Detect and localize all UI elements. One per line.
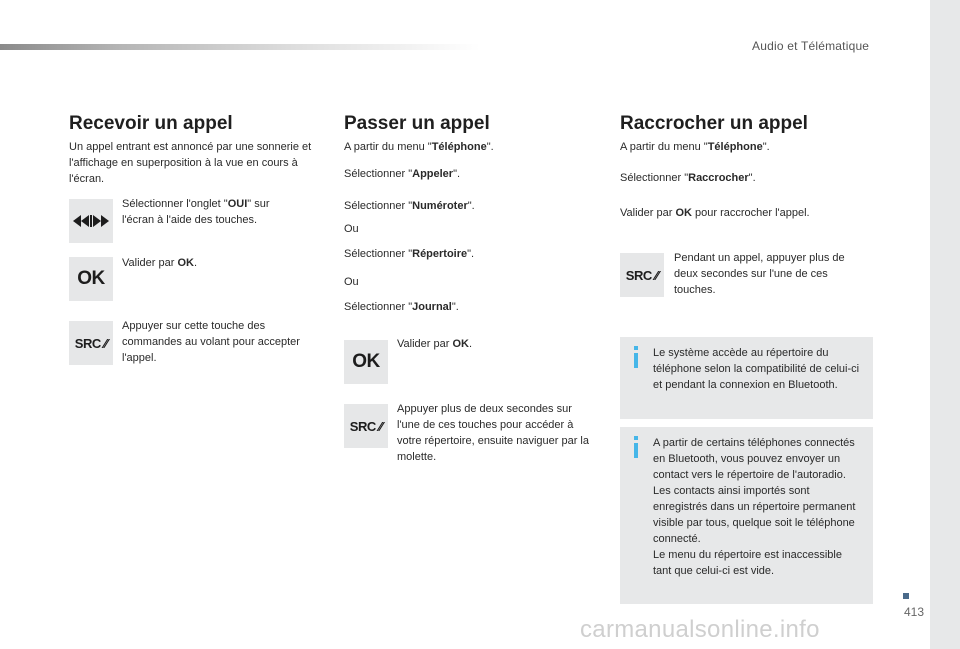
src-phone-icon-box-3 <box>620 253 664 297</box>
src-phone-icon: SRC ⁄⁄ <box>625 267 659 283</box>
info-box-bluetooth-contacts <box>620 427 873 604</box>
right-margin-bar <box>930 0 960 649</box>
src-phone-icon: SRC ⁄⁄ <box>74 335 108 351</box>
hangup-line-validate: Valider par OK pour raccrocher l'appel. <box>620 207 810 219</box>
info-text-imported-contacts: Les contacts ainsi importés sont enregistrés dans un répertoire permanent visible par tous, quelque soit le téléphone connecté. <box>653 485 856 545</box>
make-line-call: Sélectionner "Appeler". <box>344 168 461 180</box>
header-gradient-bar <box>0 44 480 50</box>
make-step-validate: Valider par OK. <box>397 338 472 350</box>
receive-step-accept: Appuyer sur cette touche des commandes au volant pour accepter l'appel. <box>122 320 300 364</box>
ok-button-icon-box <box>69 257 113 301</box>
ok-button-icon-box-2 <box>344 340 388 384</box>
src-phone-icon-box <box>69 321 113 365</box>
receive-step-validate: Valider par OK. <box>122 257 197 269</box>
make-or-1: Ou <box>344 223 359 235</box>
seek-arrows-icon <box>72 213 110 229</box>
src-phone-icon-box-2 <box>344 404 388 448</box>
make-line-journal: Sélectionner "Journal". <box>344 301 459 313</box>
seek-buttons-icon-box <box>69 199 113 243</box>
make-step-directory: Appuyer plus de deux secondes sur l'une de ces touches pour accéder à votre répertoire, ensuite naviguer par la molette. <box>397 403 589 463</box>
receive-step-select-yes: Sélectionner l'onglet "OUI" sur l'écran à l'aide des touches. <box>122 198 270 226</box>
info-icon <box>633 346 639 370</box>
watermark: carmanualsonline.info <box>580 616 820 643</box>
heading-make-call: Passer un appel <box>344 113 490 134</box>
ok-icon: OK <box>352 351 380 372</box>
hangup-line-select: Sélectionner "Raccrocher". <box>620 172 756 184</box>
receive-intro: Un appel entrant est annoncé par une sonnerie et l'affichage en superposition à la vue en cours à l'écran. <box>69 141 312 185</box>
page-number: 413 <box>903 605 925 619</box>
heading-hang-up: Raccrocher un appel <box>620 113 808 134</box>
info-text-directory: Le système accède au répertoire du téléphone selon la compatibilité de celui-ci et pendant la connexion en Bluetooth. <box>653 347 860 391</box>
heading-receive-call: Recevoir un appel <box>69 113 233 134</box>
make-line-dial: Sélectionner "Numéroter". <box>344 200 475 212</box>
hangup-step-src: Pendant un appel, appuyer plus de deux secondes sur l'une de ces touches. <box>674 252 845 296</box>
info-text-empty-directory: Le menu du répertoire est inaccessible tant que celui-ci est vide. <box>653 549 842 577</box>
ok-icon: OK <box>77 268 105 289</box>
section-title: Audio et Télématique <box>752 39 870 53</box>
make-line-menu: A partir du menu "Téléphone". <box>344 141 494 153</box>
page-marker <box>903 593 909 599</box>
info-text-send-contact: A partir de certains téléphones connectés en Bluetooth, vous pouvez envoyer un contact vers le répertoire de l'autoradio. <box>653 437 855 481</box>
hangup-line-menu: A partir du menu "Téléphone". <box>620 141 770 153</box>
make-or-2: Ou <box>344 276 359 288</box>
make-line-directory: Sélectionner "Répertoire". <box>344 248 475 260</box>
src-phone-icon: SRC ⁄⁄ <box>349 418 383 434</box>
info-box-directory <box>620 337 873 419</box>
info-icon <box>633 436 639 460</box>
